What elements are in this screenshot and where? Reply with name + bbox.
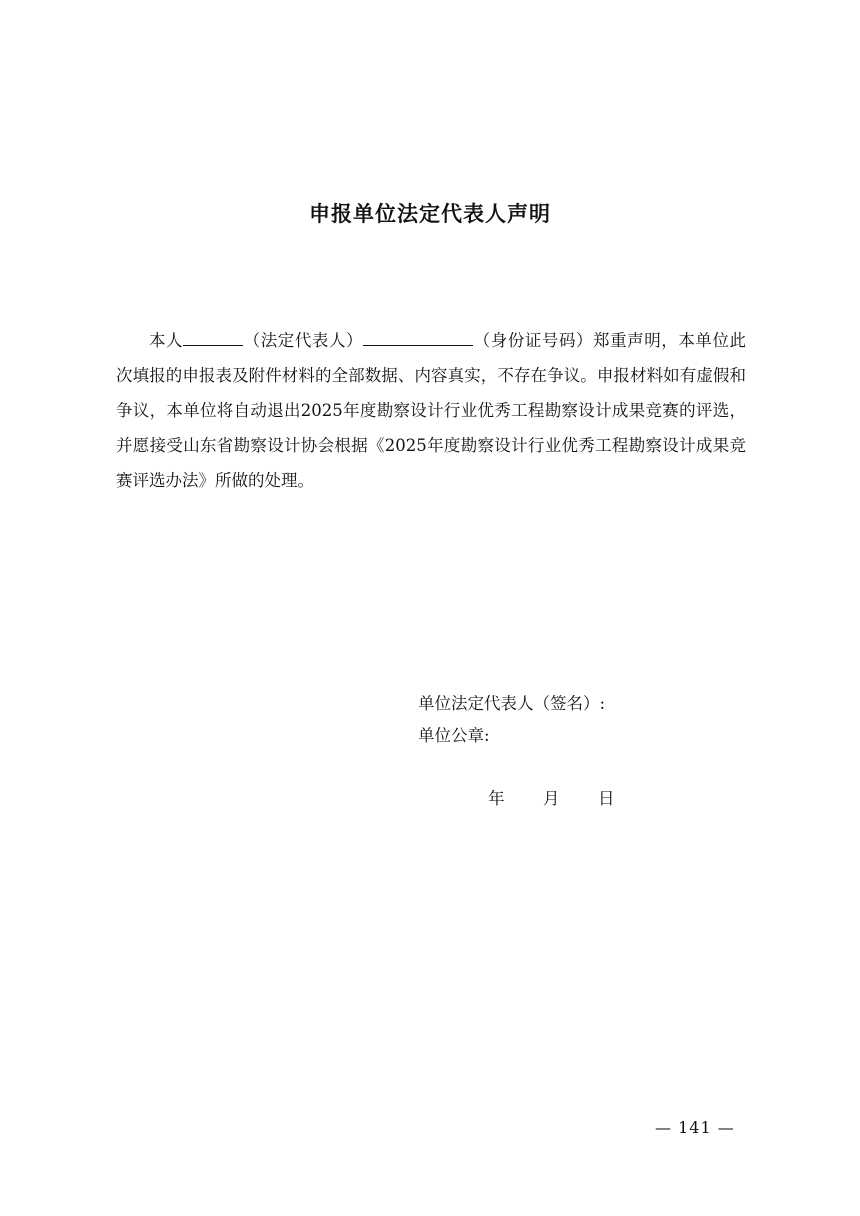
id-number-blank [363, 329, 473, 346]
declaration-text-part2: （法定代表人） [243, 331, 364, 350]
declaration-text-part3: （身份证号码）郑重声明，本单位此次填报的申报表及附件材料的全部数据、内容真实，不存在争议。申报材料如有虚假和争议，本单位将自动退出2025年度勘察设计行业优秀工程勘察设计成果竞赛的评选，并愿接受山东省勘察设计协会根据《2025年度勘察设计行业优秀工程勘察设计成果竞赛评选办法》所做的处理。 [116, 331, 747, 490]
representative-signature-label: 单位法定代表人（签名）: [418, 694, 606, 713]
date-month-label: 月 [543, 789, 560, 808]
date-day-label: 日 [598, 789, 615, 808]
unit-seal-label: 单位公章: [418, 726, 490, 745]
signature-block [418, 688, 605, 752]
page-number: — 141 — [655, 1118, 735, 1137]
representative-name-blank [183, 329, 243, 346]
date-year-label: 年 [488, 789, 505, 808]
date-line [488, 785, 615, 809]
declaration-text-part1: 本人 [149, 331, 184, 350]
document-title: 申报单位法定代表人声明 [309, 202, 551, 226]
declaration-text [116, 323, 746, 498]
declaration-paragraph [116, 323, 746, 498]
